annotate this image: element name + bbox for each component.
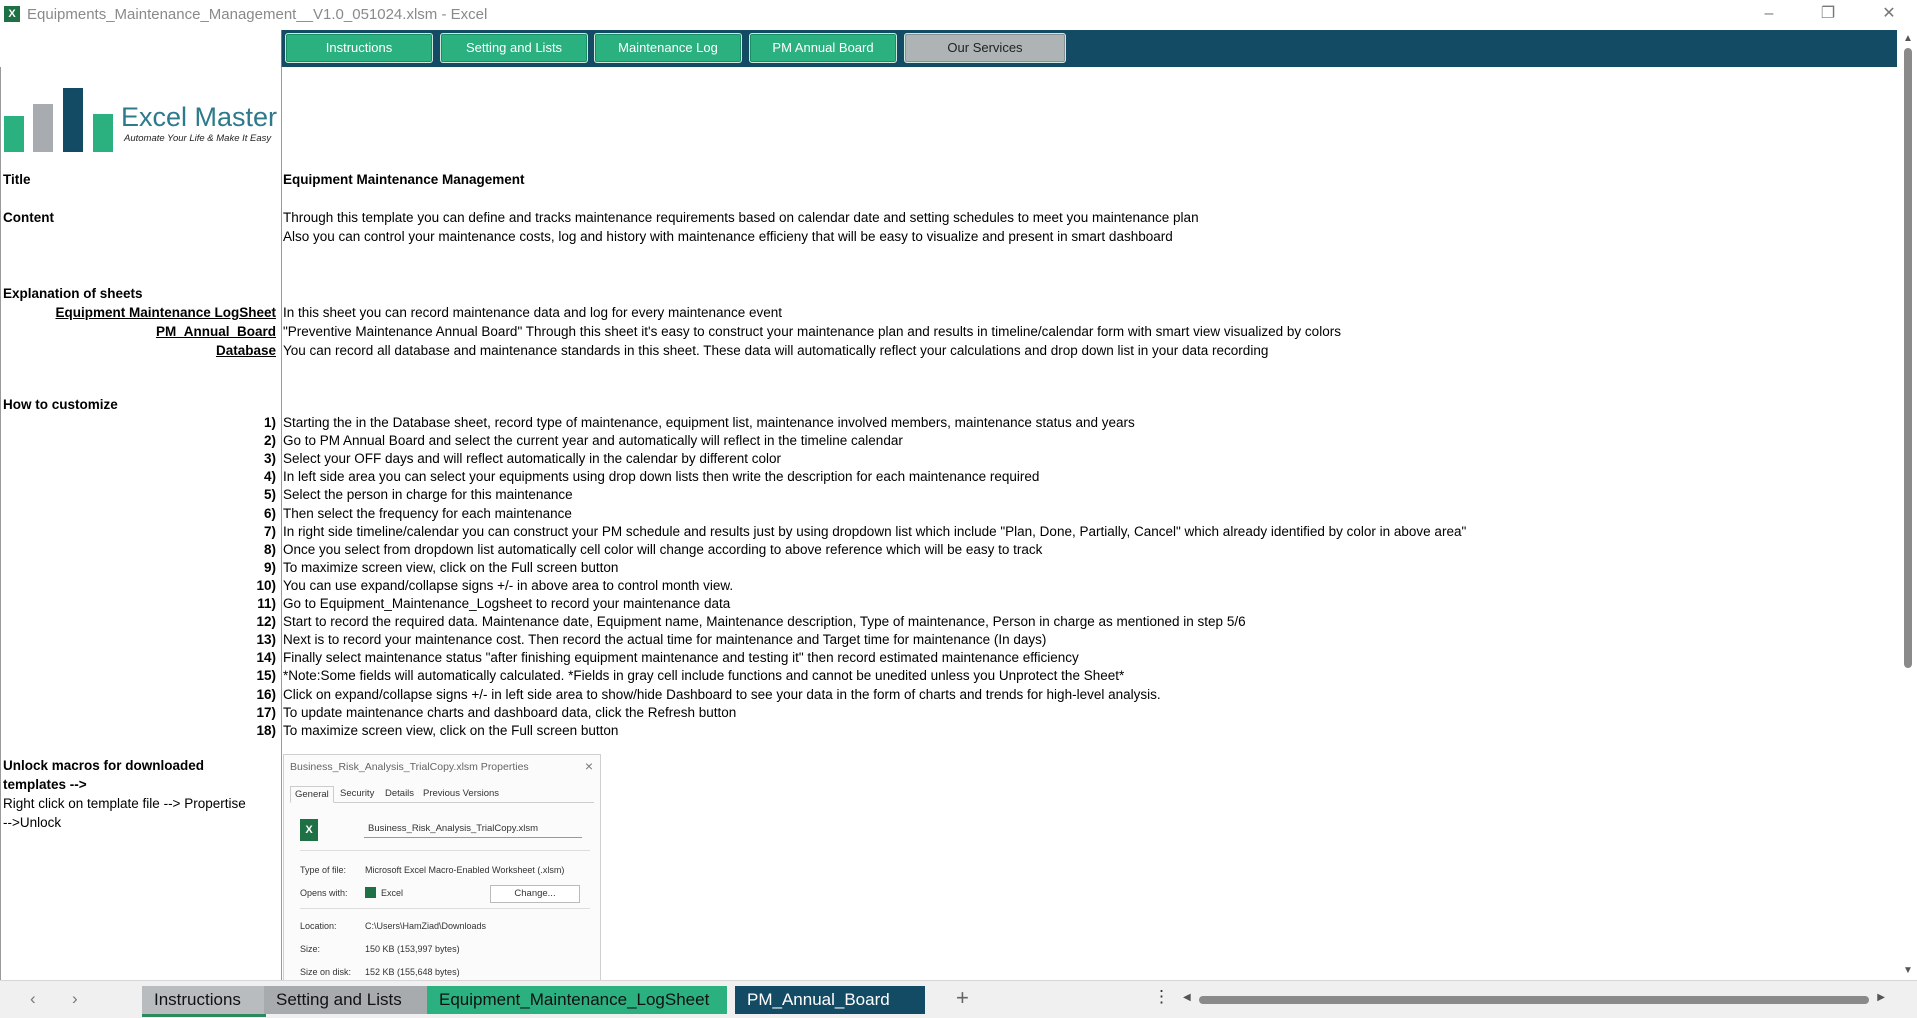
logo-tagline: Automate Your Life & Make It Easy <box>124 133 272 144</box>
excel-file-icon: X <box>300 819 318 841</box>
step-text: To maximize screen view, click on the Full screen button <box>283 722 619 738</box>
nav-band-spacer <box>0 30 282 67</box>
step-number: 4) <box>263 469 276 485</box>
content-label: Content <box>3 210 54 225</box>
logo-bar-1 <box>4 116 24 152</box>
dialog-tab-previous-versions: Previous Versions <box>423 788 500 799</box>
content-line-1: Through this template you can define and tracks maintenance requirements based on calendar date and setting schedules to meet you maintenance plan <box>283 210 1199 225</box>
dialog-separator <box>300 850 590 851</box>
logo-name: Excel Master <box>121 102 278 132</box>
excel-small-icon <box>365 887 376 898</box>
step-text: Then select the frequency for each maintenance <box>283 505 572 521</box>
dialog-tab-details: Details <box>385 788 415 799</box>
add-sheet-icon[interactable]: + <box>956 985 969 1010</box>
unlock-instruction-2: -->Unlock <box>3 815 62 830</box>
unlock-instruction-1: Right click on template file --> Propertise <box>3 796 246 811</box>
unlock-heading-2: templates --> <box>3 777 87 792</box>
step-text: Go to PM Annual Board and select the current year and automatically will reflect in the timeline calendar <box>283 433 903 449</box>
window-titlebar <box>0 0 1917 29</box>
sheet-tab-pm-annual-board[interactable]: PM_Annual_Board <box>735 986 925 1014</box>
scroll-left-icon[interactable]: ◀ <box>1183 992 1191 1003</box>
properties-dialog-screenshot <box>283 754 601 982</box>
step-text: Go to Equipment_Maintenance_Logsheet to record your maintenance data <box>283 596 731 611</box>
size-value: 150 KB (153,997 bytes) <box>365 944 460 954</box>
step-number: 16) <box>256 686 276 702</box>
more-options-icon[interactable]: ⋮ <box>1153 987 1170 1006</box>
step-text: To maximize screen view, click on the Full screen button <box>283 559 619 575</box>
step-number: 12) <box>256 614 276 630</box>
restore-button[interactable]: ❐ <box>1820 5 1836 22</box>
step-text: Click on expand/collapse signs +/- in left side area to show/hide Dashboard to see your data in the form of charts and trends for high-level analysis. <box>283 686 1161 702</box>
location-value: C:\Users\HamZiad\Downloads <box>365 921 487 931</box>
step-number: 14) <box>256 650 276 666</box>
content-line-2: Also you can control your maintenance costs, log and history with maintenance efficieny that will be easy to visualize and present in smart dashboard <box>283 229 1173 244</box>
step-number: 8) <box>263 541 276 557</box>
step-number: 5) <box>263 487 276 503</box>
nav-our-services-button[interactable]: Our Services <box>904 33 1066 63</box>
excel-master-logo <box>4 82 278 152</box>
step-text: Starting the in the Database sheet, record type of maintenance, equipment list, maintenance involved members, maintenance status and years <box>283 415 1135 430</box>
link-database[interactable]: Database <box>215 343 276 358</box>
vertical-scrollbar[interactable] <box>1899 30 1917 980</box>
link-logsheet[interactable]: Equipment Maintenance LogSheet <box>55 305 276 320</box>
dialog-title: Business_Risk_Analysis_TrialCopy.xlsm Properties <box>290 761 529 773</box>
scroll-up-icon[interactable]: ▲ <box>1903 33 1913 44</box>
prev-sheet-icon[interactable]: ‹ <box>30 989 36 1008</box>
nav-instructions-button[interactable]: Instructions <box>285 33 433 63</box>
step-number: 2) <box>263 433 276 449</box>
disk-value: 152 KB (155,648 bytes) <box>365 967 460 977</box>
step-number: 13) <box>256 632 276 648</box>
scroll-down-icon[interactable]: ▼ <box>1903 965 1913 976</box>
explanation-heading: Explanation of sheets <box>3 286 143 301</box>
step-number: 15) <box>256 668 276 684</box>
size-label: Size: <box>300 944 321 954</box>
dialog-separator <box>300 908 590 909</box>
step-number: 9) <box>263 559 276 575</box>
opens-label: Opens with: <box>300 888 348 898</box>
step-text: In right side timeline/calendar you can construct your PM schedule and results just by using dropdown list which include "Plan, Done, Partially, Cancel" which already identified by color in above area" <box>283 523 1467 539</box>
explanation-database: You can record all database and maintenance standards in this sheet. These data will automatically reflect your calculations and drop down list in your data recording <box>283 343 1269 358</box>
horizontal-scrollbar[interactable] <box>1183 992 1885 1005</box>
link-pm-annual-board[interactable]: PM_Annual_Board <box>155 324 276 339</box>
step-text: *Note:Some fields will automatically calculated. *Fields in gray cell include functions and cannot be unedited unless you Unprotect the Sheet* <box>283 668 1125 684</box>
step-text: To update maintenance charts and dashboard data, click the Refresh button <box>283 704 737 720</box>
horizontal-scroll-thumb[interactable] <box>1199 996 1869 1004</box>
dialog-filename: Business_Risk_Analysis_TrialCopy.xlsm <box>364 821 582 838</box>
step-number: 3) <box>263 451 276 467</box>
sheet-tab-setting-lists[interactable]: Setting and Lists <box>264 986 438 1014</box>
step-number: 6) <box>263 505 276 521</box>
dialog-close-icon: × <box>584 758 593 774</box>
location-label: Location: <box>300 921 337 931</box>
nav-band <box>0 30 1897 67</box>
step-text: Select the person in charge for this maintenance <box>283 487 573 503</box>
explanation-logsheet: In this sheet you can record maintenance data and log for every maintenance event <box>283 305 783 320</box>
explanation-pm-board: "Preventive Maintenance Annual Board" Through this sheet it's easy to construct your maintenance plan and results in timeline/calendar form with smart view visualized by colors <box>283 324 1341 339</box>
step-text: Next is to record your maintenance cost. Then record the actual time for maintenance and Target time for maintenance (In days) <box>283 632 1047 648</box>
close-button[interactable]: ✕ <box>1882 5 1896 22</box>
column-divider <box>281 67 282 980</box>
opens-value: Excel <box>381 888 404 898</box>
title-label: Title <box>3 172 31 187</box>
step-text: Select your OFF days and will reflect automatically in the calendar by different color <box>283 451 781 467</box>
vertical-scroll-thumb[interactable] <box>1904 48 1912 668</box>
unlock-heading-1: Unlock macros for downloaded <box>3 758 205 773</box>
step-text: In left side area you can select your equipments using drop down lists then write the description for each maintenance required <box>283 469 1040 485</box>
customize-heading: How to customize <box>3 397 118 412</box>
disk-label: Size on disk: <box>300 967 352 977</box>
dialog-tab-security: Security <box>340 788 375 799</box>
logo-bar-3 <box>63 88 83 152</box>
type-value: Microsoft Excel Macro-Enabled Worksheet (.xlsm) <box>365 865 565 875</box>
step-number: 10) <box>256 577 276 593</box>
step-text: Once you select from dropdown list automatically cell color will change according to above reference which will be easy to track <box>283 541 1043 557</box>
logo-bar-2 <box>33 104 53 152</box>
step-text: Finally select maintenance status "after finishing equipment maintenance and testing it" then record estimated maintenance efficiency <box>283 650 1079 666</box>
window-title: Equipments_Maintenance_Management__V1.0_051024.xlsm - Excel <box>27 6 488 23</box>
step-text: Start to record the required data. Maintenance date, Equipment name, Maintenance description, Type of maintenance, Person in charge as mentioned in step 5/6 <box>283 614 1246 630</box>
minimize-button[interactable]: – <box>1764 5 1774 22</box>
type-label: Type of file: <box>300 865 347 875</box>
dialog-change-button: Change... <box>490 885 580 903</box>
dialog-tab-general: General <box>290 786 334 803</box>
excel-app-icon: X <box>4 6 20 22</box>
step-number: 7) <box>263 523 276 539</box>
template-title: Equipment Maintenance Management <box>283 172 525 187</box>
step-number: 11) <box>257 596 276 611</box>
step-number: 17) <box>256 704 276 720</box>
step-number: 18) <box>256 722 276 738</box>
sheet-tab-logsheet[interactable]: Equipment_Maintenance_LogSheet <box>427 986 727 1014</box>
sheet-tab-instructions[interactable]: Instructions <box>142 986 266 1017</box>
dialog-tabs <box>290 786 594 803</box>
sheet-tab-bar <box>0 980 1917 1018</box>
logo-bar-4 <box>93 114 113 152</box>
scroll-right-icon[interactable]: ▶ <box>1877 992 1885 1003</box>
step-number: 1) <box>263 415 276 430</box>
step-text: You can use expand/collapse signs +/- in above area to control month view. <box>283 577 734 593</box>
nav-maintenance-log-button[interactable]: Maintenance Log <box>594 33 742 63</box>
next-sheet-icon[interactable]: › <box>72 989 78 1008</box>
nav-pm-annual-board-button[interactable]: PM Annual Board <box>749 33 897 63</box>
nav-setting-lists-button[interactable]: Setting and Lists <box>440 33 588 63</box>
